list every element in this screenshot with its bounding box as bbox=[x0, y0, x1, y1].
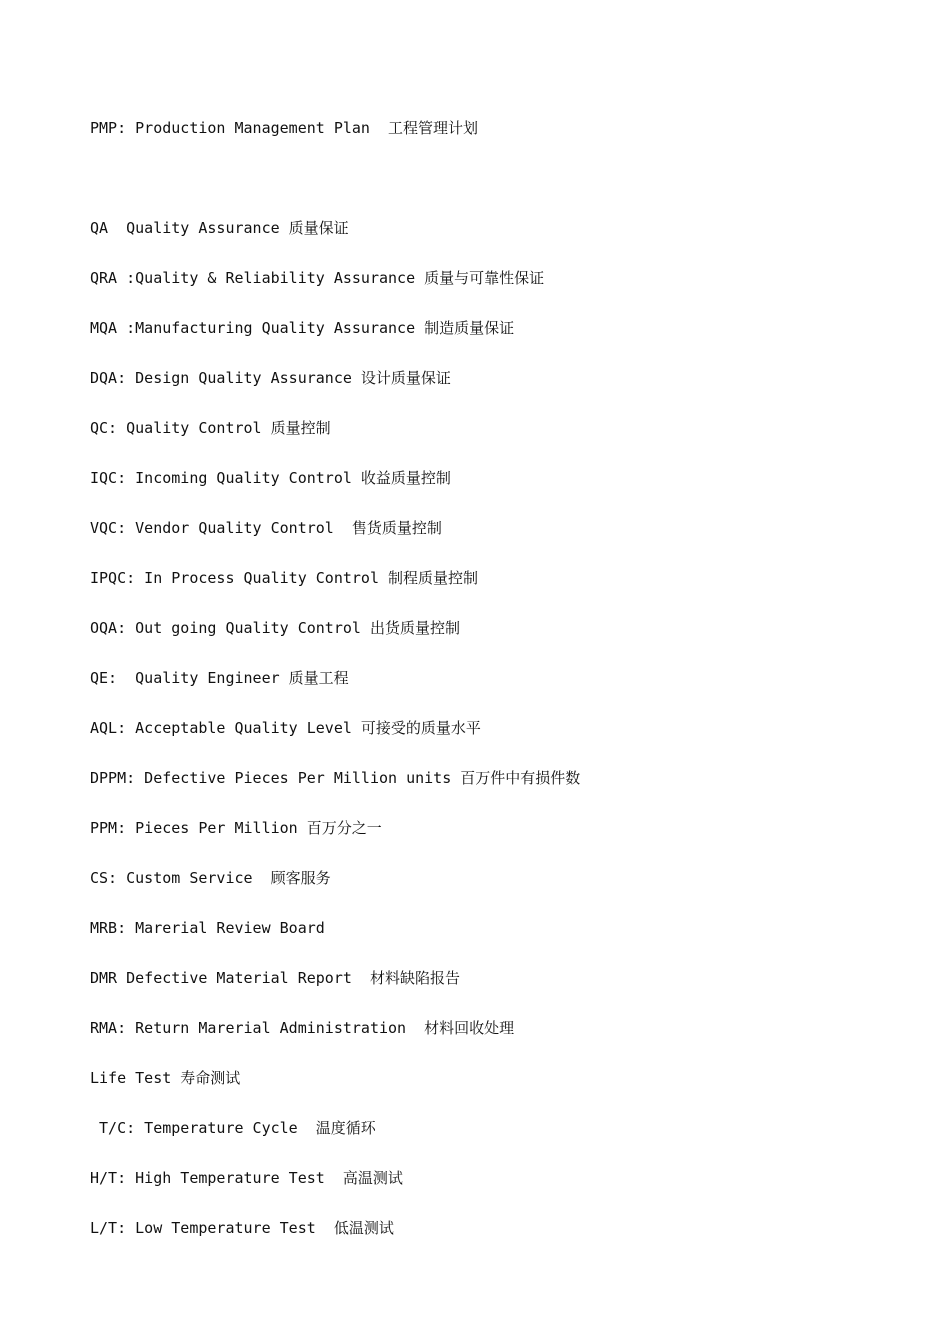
glossary-entry-pmp: PMP: Production Management Plan 工程管理计划 bbox=[90, 119, 479, 137]
glossary-entry-vqc: VQC: Vendor Quality Control 售货质量控制 bbox=[90, 519, 442, 537]
glossary-entry-oqa: OQA: Out going Quality Control 出货质量控制 bbox=[90, 619, 460, 637]
glossary-entry-lt: L/T: Low Temperature Test 低温测试 bbox=[90, 1219, 394, 1237]
glossary-list bbox=[90, 117, 890, 1267]
glossary-entry-rma: RMA: Return Marerial Administration 材料回收处理 bbox=[90, 1019, 515, 1037]
glossary-entry-aql: AQL: Acceptable Quality Level 可接受的质量水平 bbox=[90, 719, 481, 737]
glossary-entry-iqc: IQC: Incoming Quality Control 收益质量控制 bbox=[90, 469, 451, 487]
glossary-entry-dqa: DQA: Design Quality Assurance 设计质量保证 bbox=[90, 369, 451, 387]
glossary-entry-ppm: PPM: Pieces Per Million 百万分之一 bbox=[90, 819, 382, 837]
glossary-entry-qra: QRA :Quality & Reliability Assurance 质量与可靠性保证 bbox=[90, 269, 545, 287]
glossary-entry-qc: QC: Quality Control 质量控制 bbox=[90, 419, 331, 437]
glossary-entry-cs: CS: Custom Service 顾客服务 bbox=[90, 869, 331, 887]
glossary-entry-qa: QA Quality Assurance 质量保证 bbox=[90, 219, 349, 237]
glossary-entry-life-test: Life Test 寿命测试 bbox=[90, 1069, 241, 1087]
glossary-entry-tc: T/C: Temperature Cycle 温度循环 bbox=[90, 1119, 376, 1137]
glossary-entry-ht: H/T: High Temperature Test 高温测试 bbox=[90, 1169, 403, 1187]
glossary-entry-mqa: MQA :Manufacturing Quality Assurance 制造质量保证 bbox=[90, 319, 515, 337]
glossary-entry-qe: QE: Quality Engineer 质量工程 bbox=[90, 669, 349, 687]
glossary-entry-dmr: DMR Defective Material Report 材料缺陷报告 bbox=[90, 969, 460, 987]
glossary-entry-dppm: DPPM: Defective Pieces Per Million units 百万件中有损件数 bbox=[90, 769, 581, 787]
glossary-entry-mrb: MRB: Marerial Review Board bbox=[90, 919, 325, 937]
glossary-entry-ipqc: IPQC: In Process Quality Control 制程质量控制 bbox=[90, 569, 479, 587]
